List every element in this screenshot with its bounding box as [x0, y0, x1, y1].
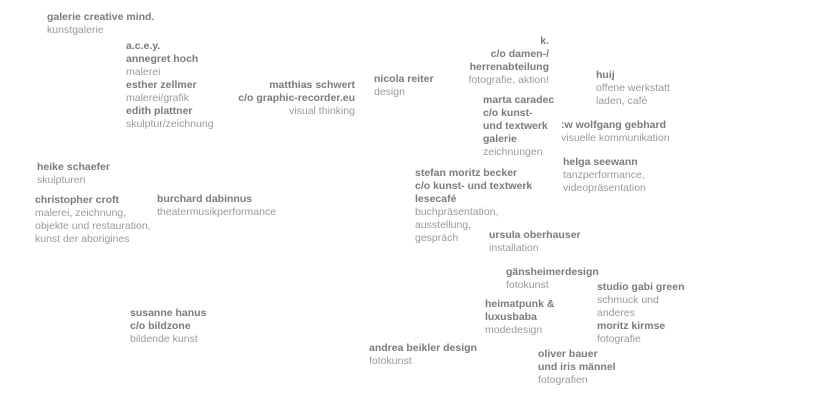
- entry-description-line: offene werkstatt: [596, 82, 670, 94]
- entry-description-line: gespräch: [415, 232, 459, 244]
- entry-name-line: lesecafé: [415, 193, 457, 205]
- entry-name-line: marta caradec: [483, 94, 555, 106]
- entry-description-line: modedesign: [485, 324, 543, 336]
- entry-description-line: skulptur/zeichnung: [126, 118, 214, 130]
- entry-name-line: andrea beikler design: [369, 342, 477, 354]
- entry-heike-schaefer[interactable]: [37, 161, 110, 187]
- entry-description-line: bildende kunst: [130, 333, 198, 345]
- entry-huij[interactable]: [596, 69, 670, 108]
- entry-name-line: oliver bauer: [538, 348, 598, 360]
- entry-description-line: malerei: [126, 66, 161, 78]
- entry-burchard-dabinnus[interactable]: [157, 193, 276, 219]
- entry-bauer-maennel[interactable]: [538, 348, 616, 387]
- entry-description-line: laden, café: [596, 95, 648, 107]
- entry-description-line: visual thinking: [289, 105, 355, 117]
- entry-description-line: tanzperformance,: [563, 169, 645, 181]
- entry-matthias-schwert[interactable]: [238, 79, 355, 118]
- entry-name-line: a.c.e.y.: [126, 40, 161, 52]
- entry-description-line: fotokunst: [506, 279, 549, 291]
- entry-description-line: kunstgalerie: [47, 24, 104, 36]
- entry-wolfgang-gebhard[interactable]: [561, 119, 670, 145]
- entry-name-line: c/o damen-/: [490, 48, 549, 60]
- entry-name-line: c/o kunst- und textwerk: [415, 180, 533, 192]
- entry-name-line: :w wolfgang gebhard: [561, 119, 666, 131]
- entry-name-line: heike schaefer: [37, 161, 110, 173]
- entry-heimatpunk-luxusbaba[interactable]: [485, 298, 554, 337]
- entry-name-line: ursula oberhauser: [489, 229, 581, 241]
- entry-name-line: c/o bildzone: [130, 320, 191, 332]
- entry-description-line: videopräsentation: [563, 182, 646, 194]
- entry-name-line: moritz kirmse: [597, 320, 666, 332]
- entry-acey-hoch-zellmer-plattner[interactable]: [126, 40, 214, 131]
- entry-marta-caradec[interactable]: [483, 94, 554, 159]
- entry-gaensheimerdesign[interactable]: [506, 266, 599, 292]
- entry-name-line: nicola reiter: [374, 73, 434, 85]
- entry-description-line: skulpturen: [37, 174, 86, 186]
- entry-description-line: objekte und restauration,: [35, 220, 151, 232]
- entry-description-line: fotografie: [597, 333, 641, 345]
- entry-description-line: kunst der aborigines: [35, 233, 130, 245]
- entry-description-line: fotokunst: [369, 355, 412, 367]
- entry-k-damen-herren[interactable]: [468, 35, 549, 87]
- entry-christopher-croft[interactable]: [35, 194, 151, 246]
- entry-description-line: malerei, zeichnung,: [35, 207, 127, 219]
- entry-studio-gabi-green[interactable]: [597, 281, 685, 346]
- entry-name-line: herrenabteilung: [469, 61, 549, 73]
- entry-name-line: matthias schwert: [269, 79, 355, 91]
- entry-name-line: k.: [540, 35, 549, 47]
- entry-nicola-reiter[interactable]: [374, 73, 434, 99]
- entry-name-line: luxusbaba: [485, 311, 537, 323]
- entry-name-line: c/o graphic-recorder.eu: [238, 92, 355, 104]
- entry-description-line: anderes: [597, 307, 635, 319]
- entry-name-line: helga seewann: [563, 156, 638, 168]
- entry-description-line: fotografien: [538, 374, 588, 386]
- entry-name-line: und iris männel: [538, 361, 616, 373]
- entry-name-line: gänsheimerdesign: [506, 266, 599, 278]
- entry-name-line: christopher croft: [35, 194, 120, 206]
- entry-name-line: studio gabi green: [597, 281, 685, 293]
- entry-name-line: esther zellmer: [126, 79, 197, 91]
- entry-description-line: visuelle kommunikation: [561, 132, 670, 144]
- entry-helga-seewann[interactable]: [563, 156, 646, 195]
- entry-name-line: burchard dabinnus: [157, 193, 253, 205]
- entry-description-line: malerei/grafik: [126, 92, 190, 104]
- entry-name-line: susanne hanus: [130, 307, 207, 319]
- entry-description-line: design: [374, 86, 405, 98]
- entry-description-line: theatermusikperformance: [157, 206, 277, 218]
- entry-susanne-hanus[interactable]: [130, 307, 206, 346]
- entry-name-line: und textwerk: [483, 120, 548, 132]
- entry-name-line: huij: [596, 69, 615, 81]
- entry-name-line: c/o kunst-: [483, 107, 533, 119]
- entry-description-line: schmuck und: [597, 294, 659, 306]
- entry-name-line: heimatpunk &: [485, 298, 555, 310]
- entry-name-line: edith plattner: [126, 105, 193, 117]
- entry-description-line: installation: [489, 242, 539, 254]
- entry-name-line: stefan moritz becker: [415, 167, 518, 179]
- entry-ursula-oberhauser[interactable]: [489, 229, 581, 255]
- entry-name-line: annegret hoch: [126, 53, 199, 65]
- entry-name-line: galerie: [483, 133, 517, 145]
- entry-name-line: galerie creative mind.: [47, 11, 155, 23]
- entry-description-line: zeichnungen: [483, 146, 543, 158]
- entry-andrea-beikler[interactable]: [369, 342, 477, 368]
- entry-description-line: fotografie, aktion!: [468, 74, 549, 86]
- entry-description-line: ausstellung,: [415, 219, 472, 231]
- entry-galerie-creative-mind[interactable]: [47, 11, 154, 37]
- entry-description-line: buchpräsentation,: [415, 206, 499, 218]
